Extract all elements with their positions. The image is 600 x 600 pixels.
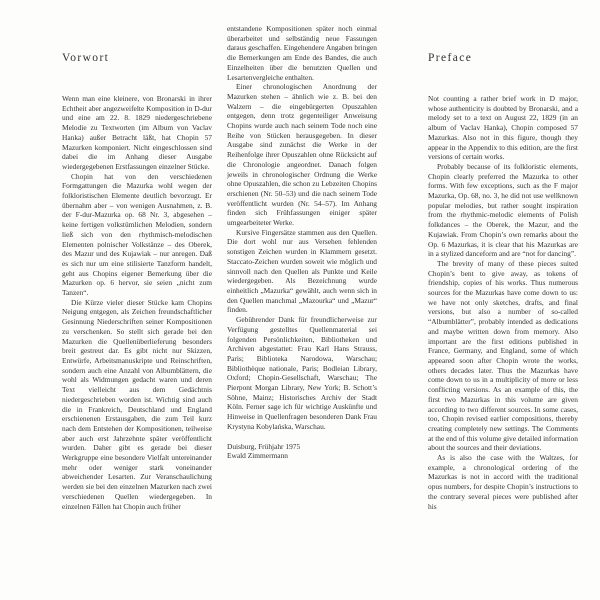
column-german-2 (227, 24, 377, 461)
signoff-author: Ewald Zimmermann (227, 451, 288, 461)
signoff-block (227, 442, 377, 461)
paragraph: Not counting a rather brief work in D major, whose authenticity is doubted by Bronarski, and a melody set to a text on August 22, 1829 (in an album of Vaclav Hanka), Chopin composed 57 Mazurkas. Also not in this figure, though they appear in the Appendix to this edition, are the first versions of certain works. (428, 94, 578, 162)
column-german-1 (62, 52, 212, 511)
paragraph: Einer chronologischen Anordnung der Mazurken stehen – ähnlich wie z. B. bei den Walzern – die eingebürgerten Opuszahlen entgegen, denn trotz gegenteiliger Anweisung Chopins wurde auch nach seinem Tode noch eine Reihe von Stücken herausgegeben. In dieser Ausgabe sind zunächst die Werke in der Reihenfolge ihrer Opuszahlen ohne Rücksicht auf die Chronologie angeordnet. Danach folgen jeweils in chronologischer Ordnung die Werke ohne Opuszahlen, die schon zu Lebzeiten Chopins erschienen (Nr. 50–53) und die nach seinem Tode veröffentlicht wurden (Nr. 54–57). Im Anhang finden sich Frühfassungen einiger später umgearbeiteter Werke. (227, 82, 377, 228)
vorwort-heading: Vorwort (62, 52, 110, 64)
signoff-place-date: Duisburg, Frühjahr 1975 (227, 441, 301, 451)
paragraph: Die Kürze vieler dieser Stücke kam Chopins Neigung entgegen, als Zeichen freundschaftlicher Gesinnung Niederschriften seiner Kompositionen zu verschenken. So stellt sich gerade bei den Mazurken die Quellenüberlieferung besonders breit gestreut dar. Es gibt nicht nur Skizzen, Entwürfe, Arbeitsmanuskripte und Reinschriften, sondern auch eine Anzahl von Albumblättern, die wohl als Widmungen gedacht waren und deren Text vielleicht aus dem Gedächtnis niedergeschrieben worden ist. Wichtig sind auch die in Frankreich, Deutschland und England erschienenen Erstausgaben, die zum Teil kurz nach dem Entstehen der Kompositionen, teilweise aber auch erst Jahrzehnte später veröffentlicht wurden. Daher gibt es gerade bei dieser Werkgruppe eine besondere Vielfalt untereinander mehr oder weniger stark voneinander abweichender Lesarten. Zur Veranschaulichung werden sie bei den einzelnen Mazurken nach zwei verschiedenen Quellen wiedergegeben. In einzelnen Fällen hat Chopin auch früher (62, 297, 212, 511)
paragraph: The brevity of many of these pieces suited Chopin’s bent to give away, as tokens of friendship, copies of his works. Thus numerous sources for the Mazurkas have come down to us: we have not only sketches, drafts, and final versions, but also a number of so-called “Albumblätter”, probably intended as dedications and maybe written down from memory. Also important are the first editions published in France, Germany, and England, some of which appeared soon after Chopin wrote the works, others decades later. Thus the Mazurkas have come down to us in a multiplicity of more or less conflicting versions. As an example of this, the first two Mazurkas in this volume are given according to two different sources. In some cases, too, Chopin revised earlier compositions, thereby creating completely new settings. The Comments at the end of this volume give detailed information about the sources and their deviations. (428, 258, 578, 453)
column-english (428, 52, 578, 511)
paragraph: Gebührender Dank für freundlicherweise zur Verfügung gestelltes Quellenmaterial sei folgenden Persönlichkeiten, Bibliotheken und Archiven abgestattet: Frau Karl Hans Strauss, Paris; Biblioteka Narodowa, Warschau; Bibliothèque nationale, Paris; Bodleian Library, Oxford; Chopin-Gesellschaft, Warschau; The Pierpont Morgan Library, New York; B. Schott’s Söhne, Mainz; Historisches Archiv der Stadt Köln. Ferner sage ich für wichtige Auskünfte und Hinweise in Quellenfragen besonderen Dank Frau Krystyna Kobylańska, Warschau. (227, 315, 377, 431)
paragraph: Kursive Fingersätze stammen aus den Quellen. Die dort wohl nur aus Versehen fehlenden sonstigen Zeichen wurden in Klammern gesetzt. Staccato-Zeichen wurden soweit wie möglich und sinnvoll nach den Quellen als Punkte und Keile wiedergegeben. Als Bezeichnung wurde einheitlich „Mazurka“ gewählt, auch wenn sich in den Quellen manchmal „Mazourka“ und „Mazur“ finden. (227, 227, 377, 315)
preface-heading: Preface (428, 52, 473, 64)
paragraph: entstandene Kompositionen später noch einmal überarbeitet und selbständig neue Fassungen daraus geschaffen. Eingehendere Angaben bringen die Bemerkungen am Ende des Bandes, die auch Einzelheiten über die benutzten Quellen und Lesartenvergleiche enthalten. (227, 24, 377, 82)
paragraph: Probably because of its folkloristic elements, Chopin clearly preferred the Mazurka to other forms. With few exceptions, such as the F major Mazurka, Op. 68, no. 3, he did not use wellknown popular melodies, but rather sought inspiration from the rhythmic-melodic elements of Polish folkdances – the Oberek, the Mazur, and the Kujawiak. From Chopin’s own remarks about the Op. 6 Mazurkas, it is clear that his Mazurkas are in a stylized danceform and are “not for dancing”. (428, 161, 578, 259)
paragraph: Chopin hat von den verschiedenen Formgattungen die Mazurka wohl wegen der folkloristischen Elemente deutlich bevorzugt. Er übernahm aber – von wenigen Ausnahmen, z. B. der F-dur-Mazurka op. 68 Nr. 3, abgesehen – keine fertigen volkstümlichen Melodien, sondern ließ sich von den rhythmisch-melodischen Elementen polnischer Volkstänze – des Oberek, des Mazur und des Kujawiak – nur anregen. Daß es sich nur um eine stilisierte Tanzform handelt, geht aus Chopins eigener Bemerkung über die Mazurken op. 6 hervor, sie seien „nicht zum Tanzen“. (62, 171, 212, 298)
paragraph: Wenn man eine kleinere, von Bronarski in ihrer Echtheit aber angezweifelte Komposition in D-dur und eine am 22. 8. 1829 niedergeschriebene Melodie zu Textworten (im Album von Vaclav Hanka) außer Betracht läßt, hat Chopin 57 Mazurken komponiert. Nicht eingeschlossen sind dabei die im Anhang dieser Ausgabe wiedergegebenen Erstfassungen einzelner Stücke. (62, 94, 212, 171)
paragraph: As is also the case with the Waltzes, for example, a chronological ordering of the Mazurkas is not in accord with the traditional opus numbers, for despite Chopin’s instructions to the contrary several pieces were published after his (428, 453, 578, 511)
